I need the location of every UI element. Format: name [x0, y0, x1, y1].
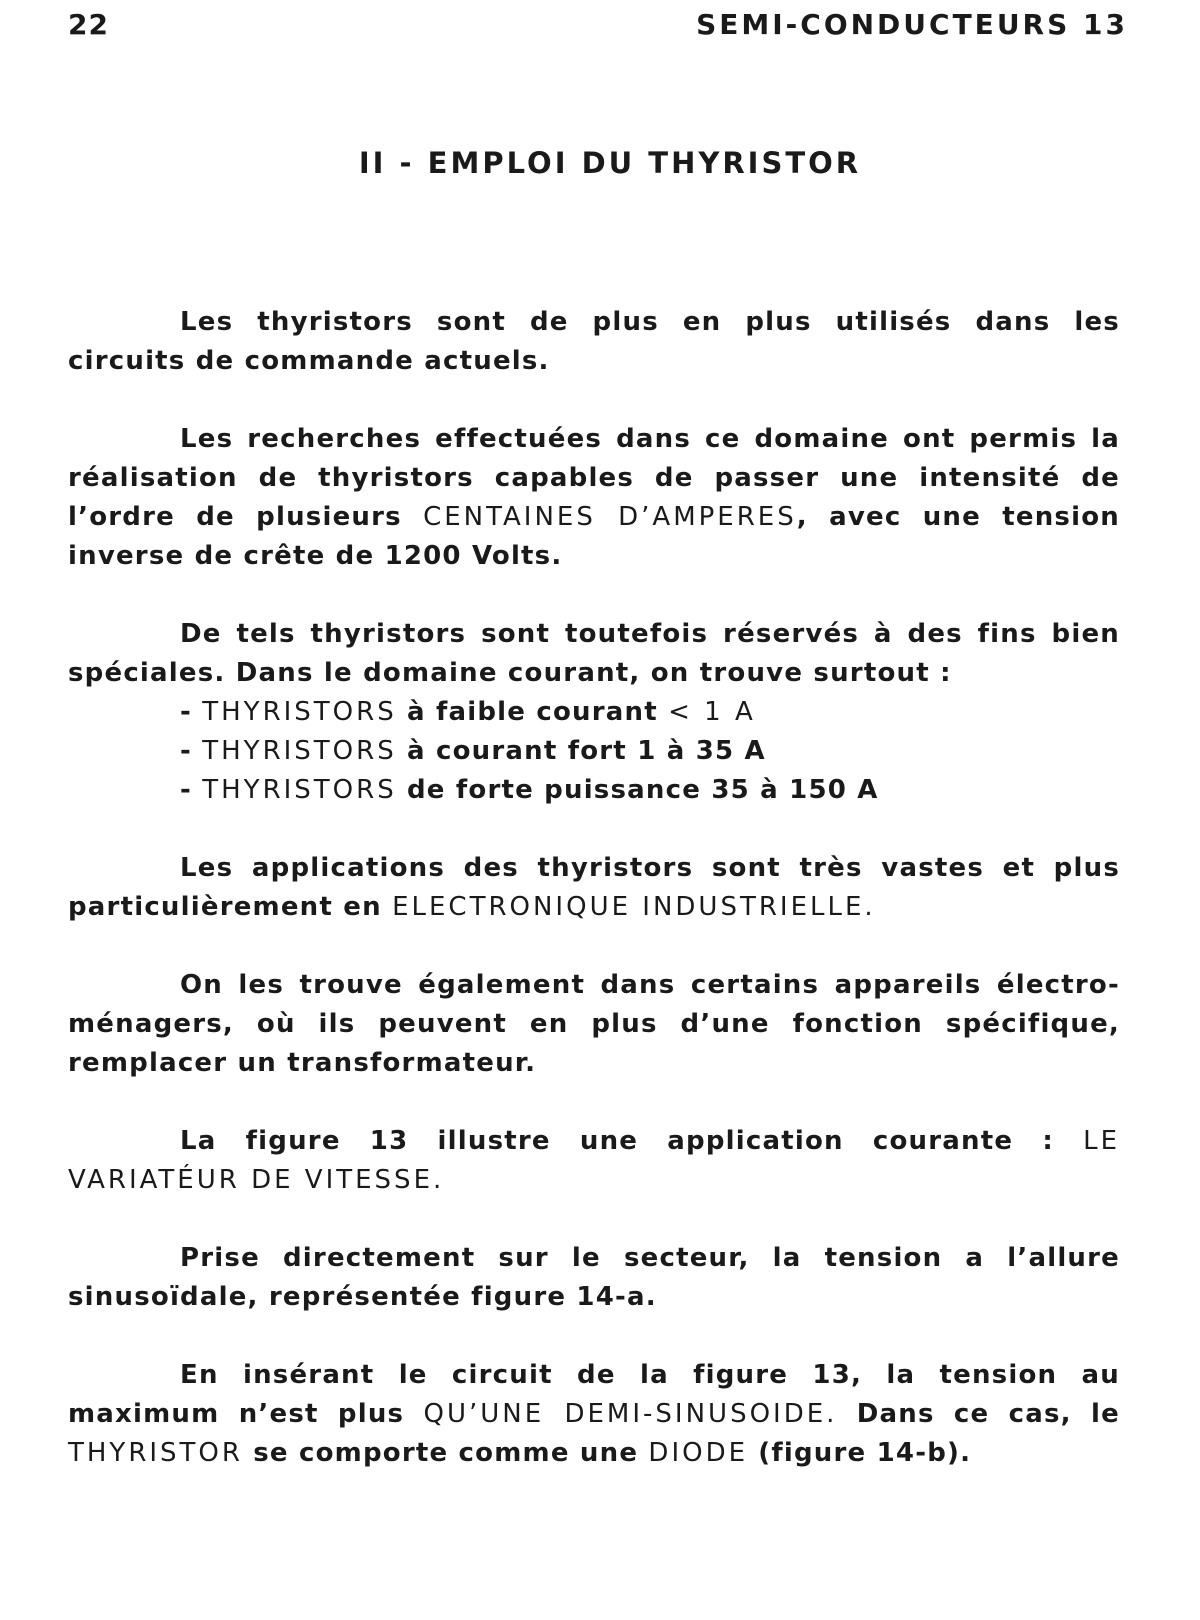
list-item-caps: THYRISTORS [202, 736, 397, 766]
paragraph-8 [68, 1356, 1120, 1473]
page-number: 22 [68, 8, 109, 41]
paragraph-4 [68, 849, 1120, 927]
paragraph-6-caps: LE VARIATÉUR DE VITESSE. [68, 1126, 1120, 1195]
paragraph-8-caps-3: DIODE [648, 1438, 749, 1468]
paragraph-6 [68, 1122, 1120, 1200]
list-item [68, 693, 1120, 732]
list-item-text: à faible courant [396, 697, 669, 727]
list-item-text: de forte puissance [396, 775, 712, 805]
list-item-prefix: - [180, 736, 203, 766]
paragraph-4-caps: ELECTRONIQUE INDUSTRIELLE. [392, 892, 876, 922]
paragraph-2-caps: CENTAINES D’AMPERES [423, 502, 797, 532]
paragraph-8-caps-2: THYRISTOR [68, 1438, 243, 1468]
paragraph-8-caps-1: QU’UNE DEMI-SINUSOIDE. [423, 1399, 838, 1429]
paragraph-1: Les thyristors sont de plus en plus utilisés dans les circuits de commande actuels. [68, 307, 1120, 376]
paragraph-5: On les trouve également dans certains appareils électro-ménagers, où ils peuvent en plus d’une fonction spécifique, remplacer un transformateur. [68, 970, 1120, 1078]
paragraph-3: De tels thyristors sont toutefois réservés à des fins bien spéciales. Dans le domaine courant, on trouve surtout : [68, 619, 1120, 688]
paragraph-2-text-b: , avec une tension inverse de crête de 1200 Volts. [68, 502, 1120, 571]
list-item [68, 732, 1120, 771]
body-text [68, 303, 1120, 1512]
running-title: SEMI-CONDUCTEURS 13 [696, 8, 1128, 41]
list-item-prefix: - [180, 697, 203, 727]
paragraph-6-text: La figure 13 illustre une application courante : [180, 1126, 1084, 1156]
list-item-value: 1 à 35 A [637, 736, 766, 766]
section-title: II - EMPLOI DU THYRISTOR [358, 146, 862, 180]
list-item-value: < 1 A [668, 697, 756, 727]
paragraph-8-text-c: se comporte comme une [242, 1438, 649, 1468]
paragraph-8-text-a: En insérant le circuit de la figure 13, la tension au maximum n’est plus [68, 1360, 1120, 1429]
paragraph-2 [68, 420, 1120, 576]
paragraph-8-text-d: (figure 14-b). [748, 1438, 972, 1468]
list-item-text: à courant fort [396, 736, 638, 766]
list-item-value: 35 à 150 A [711, 775, 879, 805]
paragraph-2-text-a: Les recherches effectuées dans ce domaine ont permis la réalisation de thyristors capables de passer une intensité de l’ordre de plusieurs [68, 424, 1120, 532]
list-item [68, 771, 1120, 810]
list-item-caps: THYRISTORS [202, 697, 397, 727]
paragraph-4-text: Les applications des thyristors sont très vastes et plus particulièrement en [68, 853, 1120, 922]
list-item-caps: THYRISTORS [202, 775, 397, 805]
thyristor-list [68, 693, 1120, 810]
paragraph-7: Prise directement sur le secteur, la tension a l’allure sinusoïdale, représentée figure 14-a. [68, 1243, 1120, 1312]
list-item-prefix: - [180, 775, 203, 805]
paragraph-8-text-b: Dans ce cas, le [837, 1399, 1120, 1429]
